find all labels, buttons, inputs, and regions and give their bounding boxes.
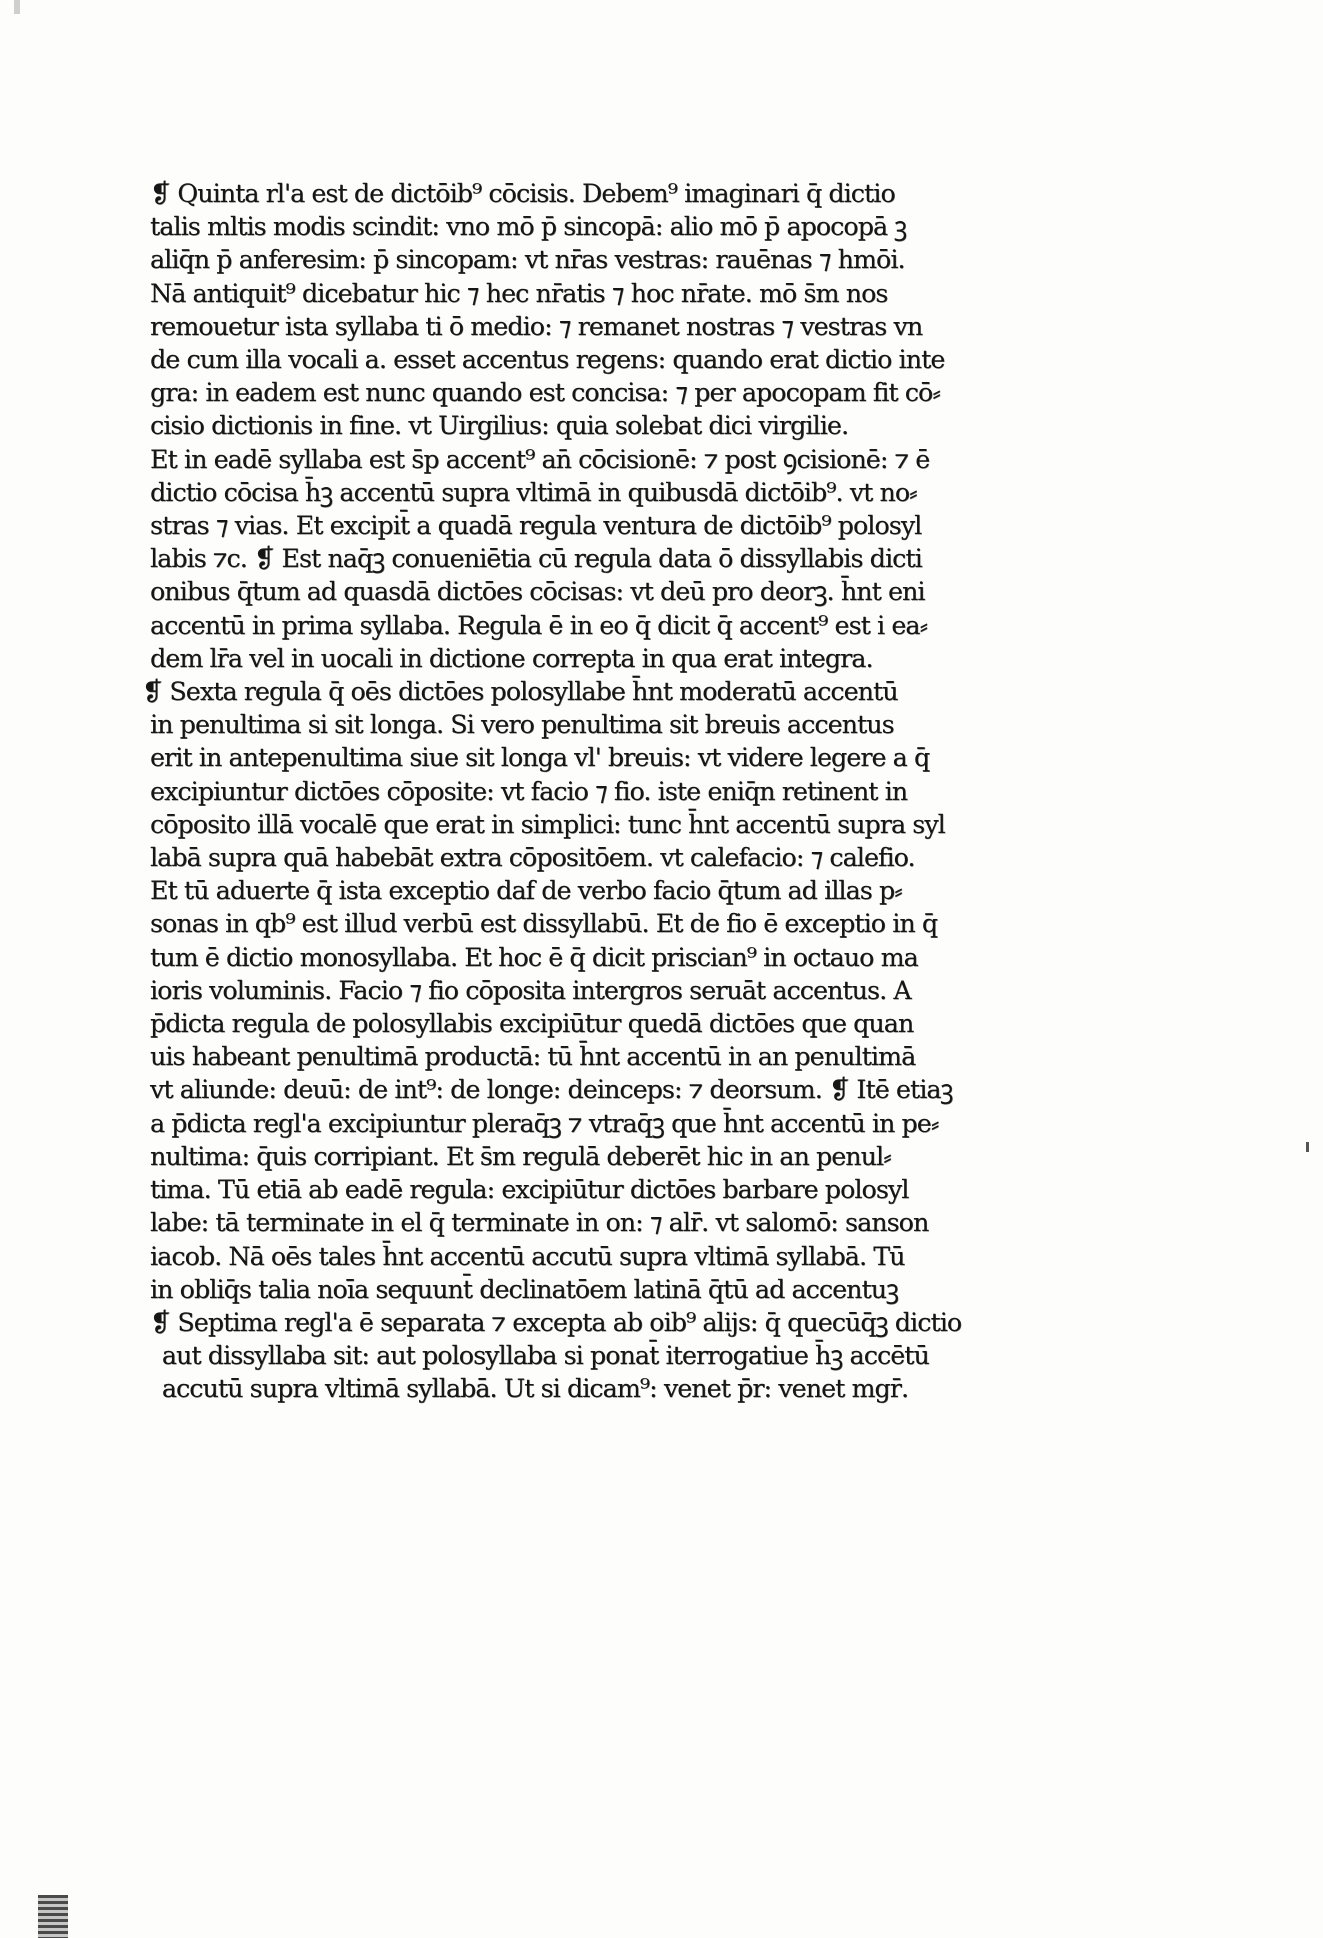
page-edge-smudge xyxy=(38,1895,68,1938)
text-line: in obliq̄s talia noīa sequunt̄ declinatōem latinā q̄tū ad accentuꝫ xyxy=(150,1274,899,1305)
text-block xyxy=(142,178,1000,1407)
text-line: aliq̄n p̄ anferesim: p̄ sincopam: vt nr̄as vestras: rauēnas ⁊ hmōi. xyxy=(150,245,905,276)
text-line: ioris voluminis. Facio ⁊ fio cōposita intergros seruāt accentus. A xyxy=(150,975,911,1006)
text-line: iacob. Nā oēs tales h̄nt accentū accutū supra vltimā syllabā. Tū xyxy=(150,1241,905,1272)
text-line: vt aliunde: deuū: de int⁹: de longe: deinceps: ⁊ deorsum. ❡ Itē etiaꝫ xyxy=(150,1075,953,1106)
text-line: labis ⁊c. ❡ Est naq̄ꝫ conueniētia cū regula data ō dissyllabis dicti xyxy=(150,544,922,575)
text-line: dem lr̄a vel in uocali in dictione correpta in qua erat integra. xyxy=(150,643,873,674)
text-line: cisio dictionis in fine. vt Uirgilius: quia solebat dici virgilie. xyxy=(150,411,849,442)
text-line: ❡ Sexta regula q̄ oēs dictōes polosyllabe h̄nt moderatū accentū xyxy=(142,677,898,708)
text-line: labā supra quā habebāt extra cōpositōem. vt calefacio: ⁊ calefio. xyxy=(150,843,915,874)
text-line: aut dissyllaba sit: aut polosyllaba si ponat̄ iterrogatiue h̄ꝫ accētū xyxy=(161,1341,929,1372)
text-line: dictio cōcisa h̄ꝫ accentū supra vltimā in quibusdā dictōib⁹. vt no⸗ xyxy=(150,477,917,508)
text-line: accutū supra vltimā syllabā. Ut si dicam⁹: venet p̄r: venet mgr̄. xyxy=(161,1374,909,1405)
text-line: Et in eadē syllaba est s̄p accent⁹ an̄ cōcisionē: ⁊ post ꝯcisionē: ⁊ ē xyxy=(150,444,930,475)
text-line: in penultima si sit longa. Si vero penultima sit breuis accentus xyxy=(150,710,894,741)
text-line: ❡ Quinta rl'a est de dictōib⁹ cōcisis. Debem⁹ imaginari q̄ dictio xyxy=(150,179,895,209)
text-line: excipiuntur dictōes cōposite: vt facio ⁊ fio. iste eniq̄n retinent in xyxy=(150,776,908,807)
text-line: de cum illa vocali a. esset accentus regens: quando erat dictio inte xyxy=(150,345,945,376)
text-line: remouetur ista syllaba ti ō medio: ⁊ remanet nostras ⁊ vestras vn xyxy=(150,311,923,342)
text-line: accentū in prima syllaba. Regula ē in eo q̄ dicit q̄ accent⁹ est i ea⸗ xyxy=(150,610,928,641)
text-line: labe: tā terminate in el q̄ terminate in on: ⁊ alr̄. vt salomō: sanson xyxy=(150,1208,929,1239)
text-line: talis mltis modis scindit: vno mō p̄ sincopā: alio mō p̄ apocopā ꝫ xyxy=(150,212,907,243)
text-line: tima. Tū etiā ab eadē regula: excipiūtur dictōes barbare polosyl xyxy=(150,1175,909,1206)
text-line: p̄dicta regula de polosyllabis excipiūtur quedā dictōes que quan xyxy=(150,1009,914,1040)
text-line: ❡ Septima regl'a ē separata ⁊ excepta ab oib⁹ alijs: q̄ quecūq̄ꝫ dictio xyxy=(150,1307,962,1338)
text-line: a p̄dicta regl'a excipiuntur pleraq̄ꝫ ⁊ vtraq̄ꝫ que h̄nt accentū in pe⸗ xyxy=(150,1108,939,1139)
text-line: tum ē dictio monosyllaba. Et hoc ē q̄ dicit priscian⁹ in octauo ma xyxy=(150,942,918,973)
text-line: sonas in qb⁹ est illud verbū est dissyllabū. Et de fio ē exceptio in q̄ xyxy=(150,909,938,940)
text-line: nultima: q̄uis corripiant. Et s̄m regulā deberēt hic in an penul⸗ xyxy=(150,1141,891,1172)
text-line: erit in antepenultima siue sit longa vl' breuis: vt videre legere a q̄ xyxy=(150,743,930,774)
text-line: Et tū aduerte q̄ ista exceptio daf de verbo facio q̄tum ad illas p⸗ xyxy=(150,876,902,907)
text-line: uis habeant penultimā productā: tū h̄nt accentū in an penultimā xyxy=(150,1042,916,1073)
text-line: onibus q̄tum ad quasdā dictōes cōcisas: vt deū pro deorꝫ. h̄nt eni xyxy=(150,577,925,608)
text-line: cōposito illā vocalē que erat in simplici: tunc h̄nt accentū supra syl xyxy=(150,809,945,840)
text-line: Nā antiquit⁹ dicebatur hic ⁊ hec nr̄atis ⁊ hoc nr̄ate. mō s̄m nos xyxy=(150,278,888,309)
text-line: gra: in eadem est nunc quando est concisa: ⁊ per apocopam fit cō⸗ xyxy=(150,378,940,409)
text-line: stras ⁊ vias. Et excipit̄ a quadā regula ventura de dictōib⁹ polosyl xyxy=(150,511,922,542)
page-corner-mark xyxy=(14,0,20,14)
margin-mark xyxy=(1306,1142,1309,1152)
